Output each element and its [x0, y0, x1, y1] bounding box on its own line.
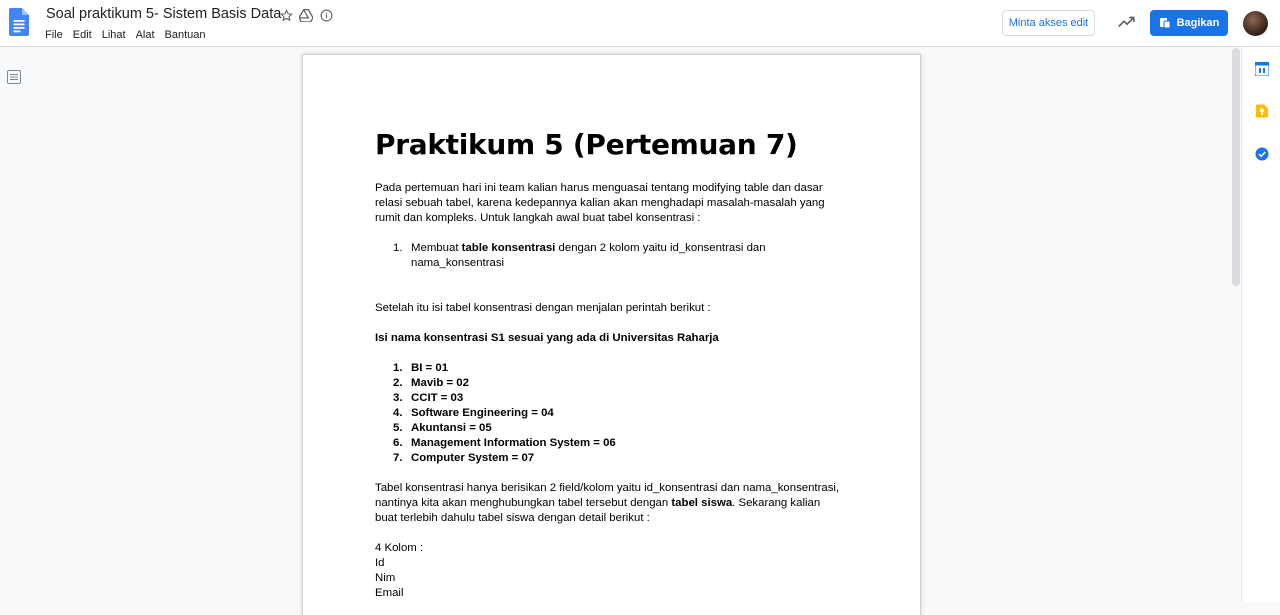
menu-edit[interactable]: Edit — [72, 29, 92, 41]
keep-icon[interactable] — [1255, 104, 1269, 118]
doc-title[interactable]: Soal praktikum 5- Sistem Basis Data — [46, 6, 282, 22]
trending-icon[interactable] — [1118, 15, 1136, 29]
list-item: 5. Akuntansi = 05 — [393, 422, 492, 434]
info-icon[interactable] — [319, 8, 333, 22]
step-list — [393, 241, 845, 271]
menu-bar — [45, 29, 206, 41]
list-item: 6. Management Information System = 06 — [393, 437, 616, 449]
list-number: 1. — [393, 242, 403, 254]
share-label: Bagikan — [1176, 17, 1220, 29]
list-item: 1. BI = 01 — [393, 362, 449, 374]
after-paragraph: Setelah itu isi tabel konsentrasi dengan menjalan perintah berikut : — [375, 302, 711, 314]
avatar[interactable] — [1243, 11, 1268, 36]
side-panel — [1241, 47, 1280, 602]
tasks-icon[interactable] — [1255, 147, 1269, 161]
menu-help[interactable]: Bantuan — [164, 29, 206, 41]
list-item: 2. Mavib = 02 — [393, 377, 469, 389]
intro-paragraph: Pada pertemuan hari ini team kalian harus menguasai tentang modifying table dan dasar relasi sebuah tabel, karena kedepannya kalian akan menghadapi masalah-masalah yang rumit dan kompleks. Untuk langkah awal buat tabel konsentrasi : — [375, 182, 825, 224]
columns-label: 4 Kolom : — [375, 542, 424, 554]
list-item — [393, 241, 845, 271]
column-item: Email — [375, 587, 404, 599]
list-item: 4. Software Engineering = 04 — [393, 407, 554, 419]
subheading: Isi nama konsentrasi S1 sesuai yang ada di Universitas Raharja — [375, 332, 719, 344]
menu-view[interactable]: Lihat — [101, 29, 126, 41]
docs-logo-icon[interactable] — [9, 8, 29, 36]
scrollbar-thumb[interactable] — [1232, 48, 1240, 286]
column-item: Nim — [375, 572, 396, 584]
drive-icon[interactable] — [299, 8, 313, 22]
siswa-paragraph: Tabel konsentrasi hanya berisikan 2 field/kolom yaitu id_konsentrasi dan nama_konsentrasi, nantinya kita akan menghubungkan tabel tersebut dengan tabel siswa. Sekarang kalian buat terlebih dahulu tabel siswa dengan detail berikut : — [375, 482, 840, 524]
request-edit-button[interactable]: Minta akses edit — [1002, 10, 1095, 36]
list-item: 7. Computer System = 07 — [393, 452, 535, 464]
outline-icon[interactable] — [7, 70, 21, 84]
share-people-icon — [1159, 17, 1171, 29]
menu-tools[interactable]: Alat — [135, 29, 155, 41]
calendar-icon[interactable] — [1255, 62, 1269, 76]
document-page — [303, 55, 920, 615]
menu-file[interactable]: File — [45, 29, 63, 41]
share-button[interactable] — [1150, 10, 1228, 36]
list-item: 3. CCIT = 03 — [393, 392, 464, 404]
star-icon[interactable] — [279, 8, 293, 22]
column-item: Id — [375, 557, 385, 569]
document-heading: Praktikum 5 (Pertemuan 7) — [375, 128, 798, 161]
concentration-list — [393, 361, 845, 466]
document-content[interactable] — [375, 127, 845, 601]
top-bar — [0, 0, 1280, 47]
list-text: Membuat table konsentrasi dengan 2 kolom yaitu id_konsentrasi dan nama_konsentrasi — [411, 242, 766, 269]
